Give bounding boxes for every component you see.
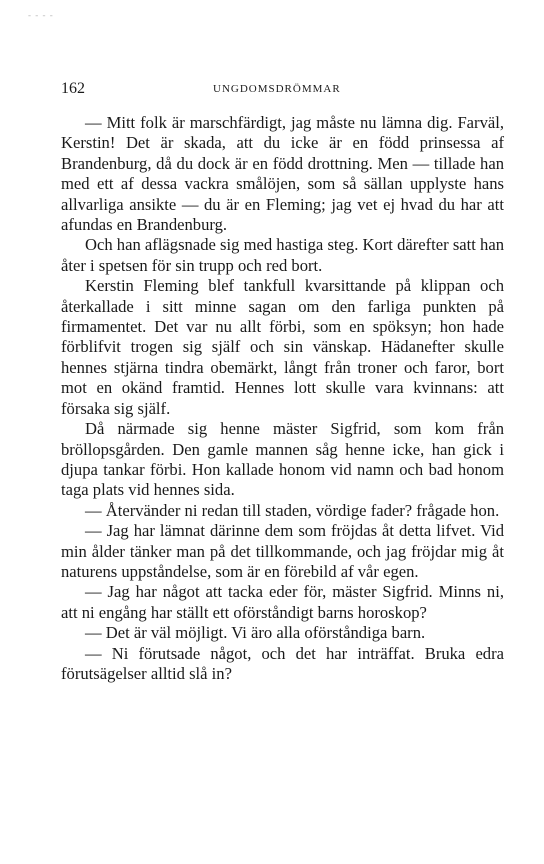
body-text [61, 113, 504, 684]
paragraph: Kerstin Fleming blef tankfull kvarsittande på klippan och återkallade i sitt minne sagan om den farliga punkten på firmamentet. Det var nu allt förbi, som en spöksyn; hon hade förblifvit trogen sig själf och sin vänskap. Hädanefter skulle hennes stjärna tindra obemärkt, långt från troner och faror, bort mot en okänd framtid. Hennes lott skulle vara kvinnans: att försaka sig själf. [61, 276, 504, 418]
paragraph: — Mitt folk är marschfärdigt, jag måste nu lämna dig. Farväl, Kerstin! Det är skada, att du icke är en född prinsessa af Brandenburg, då du dock är en född drottning. Men — tillade han med ett af dessa vackra smålöjen, som så sällan upplyste hans allvarliga ansikte — du är en Fleming; jag vet ej hvad du har att afundas en Brandenburg. [61, 113, 504, 235]
corner-mark: - - - - [28, 10, 54, 20]
paragraph: — Ni förutsade något, och det har inträffat. Bruka edra förutsägelser alltid slå in? [61, 643, 504, 683]
running-head: UNGDOMSDRÖMMAR [213, 83, 341, 95]
paragraph: — Det är väl möjligt. Vi äro alla oförståndiga barn. [85, 623, 426, 643]
paragraph: — Jag har något att tacka eder för, mäster Sigfrid. Minns ni, att ni engång har ställt ett oförståndigt barns horoskop? [61, 582, 504, 622]
paragraph: — Återvänder ni redan till staden, vördige fader? frågade hon. [85, 500, 500, 520]
paragraph: Och han aflägsnade sig med hastiga steg. Kort därefter satt han åter i spetsen för sin trupp och red bort. [61, 235, 504, 275]
page-number: 162 [61, 80, 85, 97]
paragraph: — Jag har lämnat därinne dem som fröjdas åt detta lifvet. Vid min ålder tänker man på det tillkommande, och jag fröjdar mig åt naturens uppståndelse, som är en förebild af vår egen. [61, 521, 504, 581]
page-header [61, 80, 501, 102]
paragraph: Då närmade sig henne mäster Sigfrid, som kom från bröllopsgården. Den gamle mannen såg henne icke, han gick i djupa tankar förbi. Hon kallade honom vid namn och bad honom taga plats vid hennes sida. [61, 419, 504, 500]
